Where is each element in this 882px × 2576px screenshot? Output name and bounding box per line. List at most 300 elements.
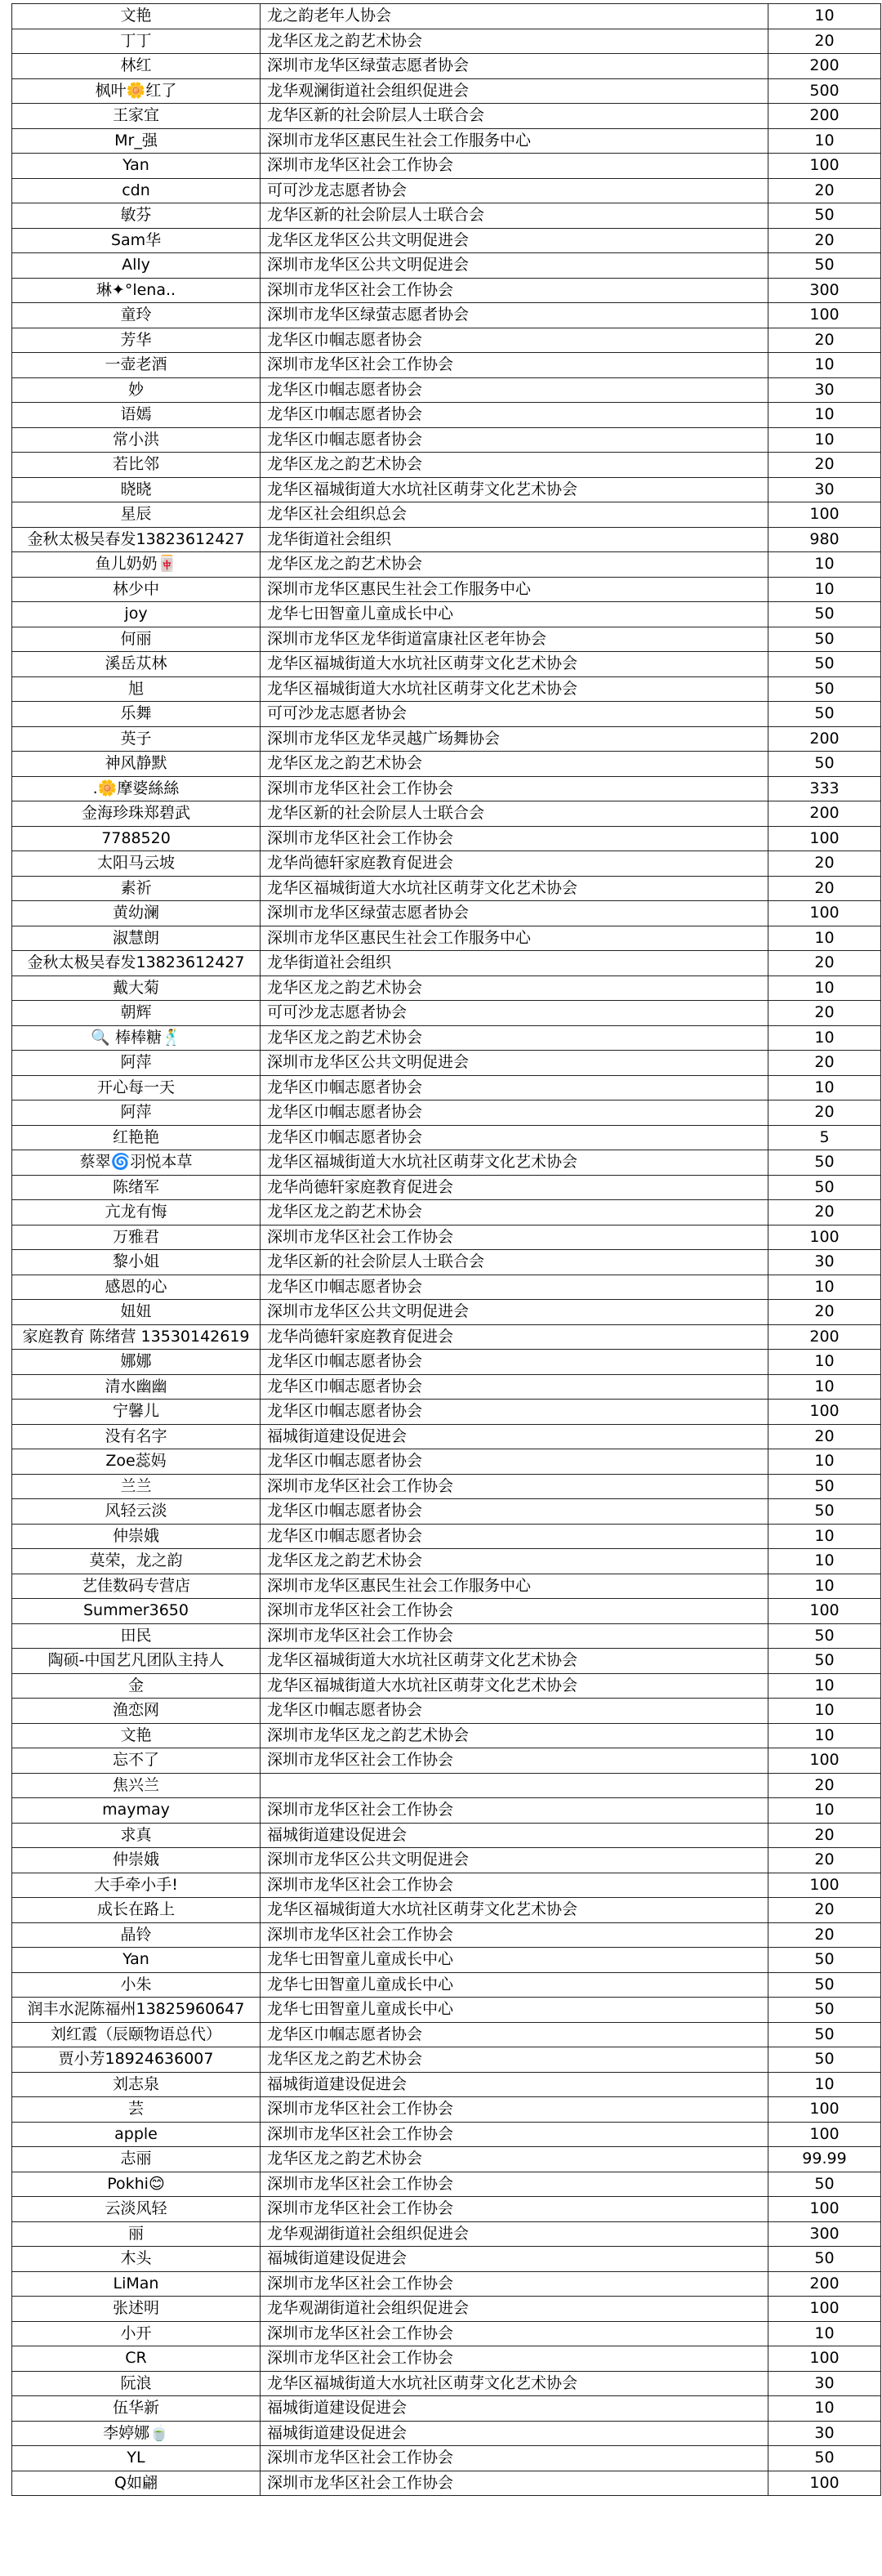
organization-cell: 深圳市龙华区绿萤志愿者协会 [261, 901, 768, 926]
organization-cell: 深圳市龙华区社会工作协会 [261, 2321, 768, 2346]
amount-cell: 30 [768, 377, 881, 403]
organization-cell: 深圳市龙华区绿萤志愿者协会 [261, 54, 768, 79]
table-row [12, 253, 881, 279]
donor-name-cell: 陶硕-中国艺凡团队主持人 [12, 1649, 261, 1674]
organization-cell: 深圳市龙华区社会工作协会 [261, 2122, 768, 2147]
table-row [12, 926, 881, 951]
organization-cell: 龙华区巾帼志愿者协会 [261, 427, 768, 453]
donor-name-cell: 李婷娜🍵 [12, 2421, 261, 2446]
organization-cell: 福城街道建设促进会 [261, 1823, 768, 1848]
organization-cell: 龙华区福城街道大水坑社区萌芽文化艺术协会 [261, 676, 768, 702]
organization-cell: 龙华区龙之韵艺术协会 [261, 552, 768, 578]
donor-name-cell: 🔍 棒棒糖🕺 [12, 1025, 261, 1051]
amount-cell: 20 [768, 178, 881, 203]
table-row [12, 951, 881, 976]
table-row [12, 1100, 881, 1126]
donor-name-cell: Yan [12, 154, 261, 179]
organization-cell: 深圳市龙华区社会工作协会 [261, 278, 768, 303]
organization-cell: 龙华区新的社会阶层人士联合会 [261, 104, 768, 129]
amount-cell: 100 [768, 1225, 881, 1250]
donor-name-cell: 渔恋网 [12, 1699, 261, 1724]
amount-cell: 20 [768, 328, 881, 353]
organization-cell: 深圳市龙华区社会工作协会 [261, 1748, 768, 1774]
table-row [12, 1748, 881, 1774]
donor-name-cell: 田民 [12, 1623, 261, 1649]
amount-cell: 20 [768, 1922, 881, 1948]
donor-name-cell: 张述明 [12, 2297, 261, 2322]
donor-name-cell: 枫叶🌼红了 [12, 78, 261, 104]
organization-cell: 福城街道建设促进会 [261, 2072, 768, 2097]
organization-cell: 龙华区龙之韵艺术协会 [261, 1549, 768, 1574]
table-row [12, 1499, 881, 1525]
organization-cell: 龙华街道社会组织 [261, 527, 768, 552]
donor-name-cell: 淑慧朗 [12, 926, 261, 951]
donor-name-cell: 溪岳苁林 [12, 652, 261, 677]
organization-cell: 龙华区龙之韵艺术协会 [261, 453, 768, 478]
amount-cell: 10 [768, 577, 881, 602]
donor-name-cell: 焦兴兰 [12, 1773, 261, 1798]
donor-name-cell: 琳✦°lena.. [12, 278, 261, 303]
organization-cell: 龙华七田智童儿童成长中心 [261, 602, 768, 627]
table-row [12, 2197, 881, 2222]
donor-name-cell: 仲崇娥 [12, 1524, 261, 1549]
donor-name-cell: 文艳 [12, 4, 261, 29]
organization-cell: 龙华区福城街道大水坑社区萌芽文化艺术协会 [261, 1673, 768, 1699]
donor-name-cell: 大手牵小手! [12, 1873, 261, 1898]
donor-name-cell: 芸 [12, 2097, 261, 2123]
organization-cell: 龙华区巾帼志愿者协会 [261, 1499, 768, 1525]
amount-cell: 10 [768, 1798, 881, 1824]
amount-cell: 200 [768, 726, 881, 752]
table-row [12, 726, 881, 752]
table-row [12, 2172, 881, 2197]
table-row [12, 228, 881, 253]
amount-cell: 980 [768, 527, 881, 552]
donor-name-cell: maymay [12, 1798, 261, 1824]
donor-name-cell: 旭 [12, 676, 261, 702]
amount-cell: 30 [768, 2421, 881, 2446]
organization-cell: 龙华区福城街道大水坑社区萌芽文化艺术协会 [261, 477, 768, 502]
table-row [12, 702, 881, 727]
table-row [12, 776, 881, 801]
organization-cell: 龙华区福城街道大水坑社区萌芽文化艺术协会 [261, 1649, 768, 1674]
amount-cell: 20 [768, 1051, 881, 1076]
amount-cell: 10 [768, 128, 881, 154]
amount-cell: 100 [768, 2097, 881, 2123]
organization-cell: 深圳市龙华区社会工作协会 [261, 2097, 768, 2123]
donor-name-cell: 语嫣 [12, 403, 261, 428]
table-row [12, 1025, 881, 1051]
donor-name-cell: 鱼儿奶奶🀄 [12, 552, 261, 578]
donor-name-cell: Pokhi😊 [12, 2172, 261, 2197]
table-row [12, 1873, 881, 1898]
amount-cell: 10 [768, 1449, 881, 1475]
donor-name-cell: 蔡翠🌀羽悦本草 [12, 1150, 261, 1176]
donor-name-cell: 亢龙有悔 [12, 1200, 261, 1225]
amount-cell: 100 [768, 502, 881, 528]
table-row [12, 676, 881, 702]
table-row [12, 876, 881, 901]
donor-name-cell: 开心每一天 [12, 1075, 261, 1100]
donor-name-cell: 忘不了 [12, 1748, 261, 1774]
amount-cell: 200 [768, 801, 881, 827]
amount-cell: 20 [768, 876, 881, 901]
organization-cell: 龙华区龙华区公共文明促进会 [261, 228, 768, 253]
organization-cell: 深圳市龙华区公共文明促进会 [261, 1300, 768, 1325]
donor-name-cell: 王家宜 [12, 104, 261, 129]
donor-name-cell: 丽 [12, 2221, 261, 2247]
organization-cell: 深圳市龙华区社会工作协会 [261, 2197, 768, 2222]
table-row [12, 752, 881, 777]
table-row [12, 2297, 881, 2322]
table-row [12, 2271, 881, 2297]
organization-cell: 深圳市龙华区社会工作协会 [261, 1873, 768, 1898]
amount-cell: 50 [768, 253, 881, 279]
amount-cell: 100 [768, 154, 881, 179]
organization-cell: 深圳市龙华区惠民生社会工作服务中心 [261, 128, 768, 154]
amount-cell: 10 [768, 1374, 881, 1400]
amount-cell: 50 [768, 203, 881, 229]
amount-cell: 300 [768, 278, 881, 303]
amount-cell: 20 [768, 1200, 881, 1225]
donor-name-cell: 宁馨儿 [12, 1400, 261, 1425]
donor-name-cell: .🌼摩婆絲絲 [12, 776, 261, 801]
table-row [12, 1324, 881, 1350]
table-row [12, 1549, 881, 1574]
organization-cell: 深圳市龙华区惠民生社会工作服务中心 [261, 926, 768, 951]
amount-cell: 500 [768, 78, 881, 104]
table-row [12, 552, 881, 578]
table-row [12, 1599, 881, 1624]
organization-cell: 深圳市龙华区龙之韵艺术协会 [261, 1723, 768, 1748]
donor-name-cell: 丁丁 [12, 29, 261, 54]
organization-cell: 龙华区新的社会阶层人士联合会 [261, 203, 768, 229]
table-row [12, 1723, 881, 1748]
donor-name-cell: 常小洪 [12, 427, 261, 453]
donor-name-cell: 7788520 [12, 826, 261, 851]
donor-name-cell: 妞妞 [12, 1300, 261, 1325]
organization-cell: 龙华区社会组织总会 [261, 502, 768, 528]
amount-cell: 200 [768, 2271, 881, 2297]
donor-name-cell: 星辰 [12, 502, 261, 528]
table-row [12, 1175, 881, 1200]
organization-cell: 深圳市龙华区公共文明促进会 [261, 253, 768, 279]
organization-cell: 深圳市龙华区惠民生社会工作服务中心 [261, 1574, 768, 1599]
amount-cell: 10 [768, 1723, 881, 1748]
donor-name-cell: 金秋太极吴春发13823612427 [12, 951, 261, 976]
donor-name-cell: Ally [12, 253, 261, 279]
donor-name-cell: 小朱 [12, 1972, 261, 1998]
table-row [12, 1898, 881, 1923]
organization-cell: 龙华区新的社会阶层人士联合会 [261, 801, 768, 827]
table-row [12, 2321, 881, 2346]
donor-name-cell: 敏芬 [12, 203, 261, 229]
table-row [12, 1125, 881, 1150]
table-row [12, 1001, 881, 1026]
donor-name-cell: 志丽 [12, 2147, 261, 2172]
table-row [12, 1823, 881, 1848]
table-row [12, 1350, 881, 1375]
table-row [12, 2122, 881, 2147]
donor-name-cell: apple [12, 2122, 261, 2147]
table-row [12, 104, 881, 129]
amount-cell: 10 [768, 1673, 881, 1699]
organization-cell: 龙华区巾帼志愿者协会 [261, 1699, 768, 1724]
donor-name-cell: 家庭教育 陈绪营 13530142619 [12, 1324, 261, 1350]
amount-cell: 20 [768, 1100, 881, 1126]
organization-cell: 深圳市龙华区龙华灵越广场舞协会 [261, 726, 768, 752]
organization-cell: 龙华区龙之韵艺术协会 [261, 2147, 768, 2172]
organization-cell: 福城街道建设促进会 [261, 2247, 768, 2272]
donor-name-cell: 艺佳数码专营店 [12, 1574, 261, 1599]
donor-name-cell: 仲崇娥 [12, 1848, 261, 1873]
organization-cell: 龙华观湖街道社会组织促进会 [261, 2221, 768, 2247]
table-row [12, 1948, 881, 1973]
table-row [12, 1275, 881, 1300]
amount-cell: 200 [768, 1324, 881, 1350]
table-row [12, 975, 881, 1001]
organization-cell: 可可沙龙志愿者协会 [261, 702, 768, 727]
donor-name-cell: 金海珍珠郑碧武 [12, 801, 261, 827]
amount-cell: 100 [768, 2297, 881, 2322]
amount-cell: 50 [768, 627, 881, 652]
amount-cell: 20 [768, 228, 881, 253]
donor-name-cell: 刘志泉 [12, 2072, 261, 2097]
table-row [12, 328, 881, 353]
amount-cell: 10 [768, 1350, 881, 1375]
organization-cell: 龙华街道社会组织 [261, 951, 768, 976]
amount-cell: 100 [768, 1400, 881, 1425]
donor-name-cell: 娜娜 [12, 1350, 261, 1375]
amount-cell: 100 [768, 2122, 881, 2147]
organization-cell: 深圳市龙华区公共文明促进会 [261, 1848, 768, 1873]
organization-cell: 龙华区巾帼志愿者协会 [261, 377, 768, 403]
donor-name-cell: 一壶老酒 [12, 353, 261, 378]
donor-name-cell: joy [12, 602, 261, 627]
donor-name-cell: 何丽 [12, 627, 261, 652]
donor-name-cell: 神风静默 [12, 752, 261, 777]
table-row [12, 577, 881, 602]
donor-name-cell: 莫荣，龙之韵 [12, 1549, 261, 1574]
organization-cell: 深圳市龙华区龙华街道富康社区老年协会 [261, 627, 768, 652]
amount-cell: 100 [768, 1748, 881, 1774]
amount-cell: 20 [768, 1898, 881, 1923]
table-row [12, 1424, 881, 1449]
table-row [12, 1374, 881, 1400]
donor-name-cell: 童玲 [12, 303, 261, 328]
amount-cell: 20 [768, 851, 881, 877]
organization-cell: 龙华区福城街道大水坑社区萌芽文化艺术协会 [261, 2371, 768, 2396]
amount-cell: 20 [768, 1001, 881, 1026]
table-row [12, 901, 881, 926]
donor-name-cell: 妙 [12, 377, 261, 403]
donor-name-cell: 感恩的心 [12, 1275, 261, 1300]
organization-cell: 龙华区龙之韵艺术协会 [261, 29, 768, 54]
table-row [12, 427, 881, 453]
organization-cell: 深圳市龙华区社会工作协会 [261, 1922, 768, 1948]
table-row [12, 353, 881, 378]
organization-cell: 龙华区巾帼志愿者协会 [261, 1374, 768, 1400]
organization-cell: 龙华区巾帼志愿者协会 [261, 1075, 768, 1100]
donor-name-cell: 素祈 [12, 876, 261, 901]
organization-cell: 龙华区巾帼志愿者协会 [261, 1350, 768, 1375]
amount-cell: 300 [768, 2221, 881, 2247]
amount-cell: 10 [768, 975, 881, 1001]
donor-name-cell: 晶铃 [12, 1922, 261, 1948]
donor-name-cell: 伍华新 [12, 2396, 261, 2422]
table-row [12, 1225, 881, 1250]
organization-cell: 可可沙龙志愿者协会 [261, 1001, 768, 1026]
organization-cell: 龙华尚德轩家庭教育促进会 [261, 1324, 768, 1350]
organization-cell: 福城街道建设促进会 [261, 1424, 768, 1449]
donor-name-cell: cdn [12, 178, 261, 203]
donor-name-cell: Mr_强 [12, 128, 261, 154]
amount-cell: 50 [768, 1998, 881, 2023]
amount-cell: 100 [768, 1599, 881, 1624]
donor-name-cell: 若比邻 [12, 453, 261, 478]
donor-name-cell: 刘红霞（辰颐物语总代） [12, 2022, 261, 2047]
table-row [12, 2346, 881, 2372]
table-row [12, 54, 881, 79]
table-row [12, 203, 881, 229]
amount-cell: 20 [768, 951, 881, 976]
donor-name-cell: 黎小姐 [12, 1250, 261, 1275]
organization-cell: 龙华区巾帼志愿者协会 [261, 1100, 768, 1126]
donor-name-cell: Zoe蕊妈 [12, 1449, 261, 1475]
table-row [12, 178, 881, 203]
donor-name-cell: 晓晓 [12, 477, 261, 502]
amount-cell: 20 [768, 1773, 881, 1798]
amount-cell: 50 [768, 676, 881, 702]
organization-cell: 龙华观澜街道社会组织促进会 [261, 78, 768, 104]
table-row [12, 502, 881, 528]
table-row [12, 1922, 881, 1948]
donor-name-cell: 兰兰 [12, 1474, 261, 1499]
donor-name-cell: 林红 [12, 54, 261, 79]
amount-cell: 10 [768, 1275, 881, 1300]
table-row [12, 1574, 881, 1599]
donor-name-cell: 文艳 [12, 1723, 261, 1748]
donor-name-cell: 润丰水泥陈福州13825960647 [12, 1998, 261, 2023]
amount-cell: 10 [768, 2396, 881, 2422]
table-row [12, 826, 881, 851]
organization-cell: 福城街道建设促进会 [261, 2421, 768, 2446]
table-row [12, 1474, 881, 1499]
organization-cell: 深圳市龙华区绿萤志愿者协会 [261, 303, 768, 328]
donor-name-cell: 贾小芳18924636007 [12, 2047, 261, 2073]
organization-cell: 龙之韵老年人协会 [261, 4, 768, 29]
amount-cell: 50 [768, 2446, 881, 2471]
donor-name-cell: 朝辉 [12, 1001, 261, 1026]
table-row [12, 1773, 881, 1798]
amount-cell: 10 [768, 403, 881, 428]
organization-cell: 深圳市龙华区公共文明促进会 [261, 1051, 768, 1076]
table-row [12, 2047, 881, 2073]
table-row [12, 1449, 881, 1475]
organization-cell: 龙华区福城街道大水坑社区萌芽文化艺术协会 [261, 1150, 768, 1176]
donor-name-cell: 没有名字 [12, 1424, 261, 1449]
amount-cell: 20 [768, 1300, 881, 1325]
amount-cell: 10 [768, 1075, 881, 1100]
organization-cell: 龙华区福城街道大水坑社区萌芽文化艺术协会 [261, 652, 768, 677]
amount-cell: 50 [768, 702, 881, 727]
amount-cell: 50 [768, 2172, 881, 2197]
table-row [12, 1998, 881, 2023]
table-row [12, 453, 881, 478]
organization-cell: 龙华区巾帼志愿者协会 [261, 1449, 768, 1475]
table-row [12, 2072, 881, 2097]
table-row [12, 154, 881, 179]
amount-cell: 200 [768, 54, 881, 79]
amount-cell: 100 [768, 303, 881, 328]
organization-cell: 深圳市龙华区社会工作协会 [261, 2346, 768, 2372]
donor-name-cell: CR [12, 2346, 261, 2372]
organization-cell: 龙华区巾帼志愿者协会 [261, 1524, 768, 1549]
table-row [12, 527, 881, 552]
donor-name-cell: 小开 [12, 2321, 261, 2346]
table-row [12, 1848, 881, 1873]
table-row [12, 1699, 881, 1724]
amount-cell: 10 [768, 1524, 881, 1549]
table-row [12, 2371, 881, 2396]
donor-name-cell: 太阳马云坡 [12, 851, 261, 877]
amount-cell: 10 [768, 4, 881, 29]
amount-cell: 20 [768, 1823, 881, 1848]
table-row [12, 303, 881, 328]
table-row [12, 2221, 881, 2247]
organization-cell: 深圳市龙华区社会工作协会 [261, 2446, 768, 2471]
donor-name-cell: 风轻云淡 [12, 1499, 261, 1525]
amount-cell: 10 [768, 926, 881, 951]
amount-cell: 50 [768, 2047, 881, 2073]
table-row [12, 377, 881, 403]
amount-cell: 10 [768, 2321, 881, 2346]
donor-name-cell: 金 [12, 1673, 261, 1699]
amount-cell: 50 [768, 2247, 881, 2272]
amount-cell: 50 [768, 602, 881, 627]
donor-name-cell: Sam华 [12, 228, 261, 253]
amount-cell: 10 [768, 427, 881, 453]
organization-cell: 深圳市龙华区社会工作协会 [261, 826, 768, 851]
amount-cell: 50 [768, 2022, 881, 2047]
table-row [12, 1051, 881, 1076]
organization-cell: 深圳市龙华区社会工作协会 [261, 1599, 768, 1624]
table-row [12, 2097, 881, 2123]
donor-name-cell: LiMan [12, 2271, 261, 2297]
organization-cell: 龙华区福城街道大水坑社区萌芽文化艺术协会 [261, 876, 768, 901]
amount-cell: 30 [768, 477, 881, 502]
donor-name-cell: 芳华 [12, 328, 261, 353]
table-row [12, 1524, 881, 1549]
table-row [12, 627, 881, 652]
amount-cell: 20 [768, 29, 881, 54]
organization-cell: 深圳市龙华区社会工作协会 [261, 2471, 768, 2496]
amount-cell: 50 [768, 1499, 881, 1525]
amount-cell: 10 [768, 353, 881, 378]
amount-cell: 100 [768, 826, 881, 851]
table-row [12, 851, 881, 877]
amount-cell: 50 [768, 1175, 881, 1200]
organization-cell: 龙华区新的社会阶层人士联合会 [261, 1250, 768, 1275]
table-row [12, 2247, 881, 2272]
amount-cell: 10 [768, 1574, 881, 1599]
table-row [12, 1250, 881, 1275]
donor-name-cell: 黄幼澜 [12, 901, 261, 926]
organization-cell: 深圳市龙华区社会工作协会 [261, 353, 768, 378]
organization-cell: 龙华区龙之韵艺术协会 [261, 1025, 768, 1051]
amount-cell: 10 [768, 2072, 881, 2097]
table-row [12, 1200, 881, 1225]
